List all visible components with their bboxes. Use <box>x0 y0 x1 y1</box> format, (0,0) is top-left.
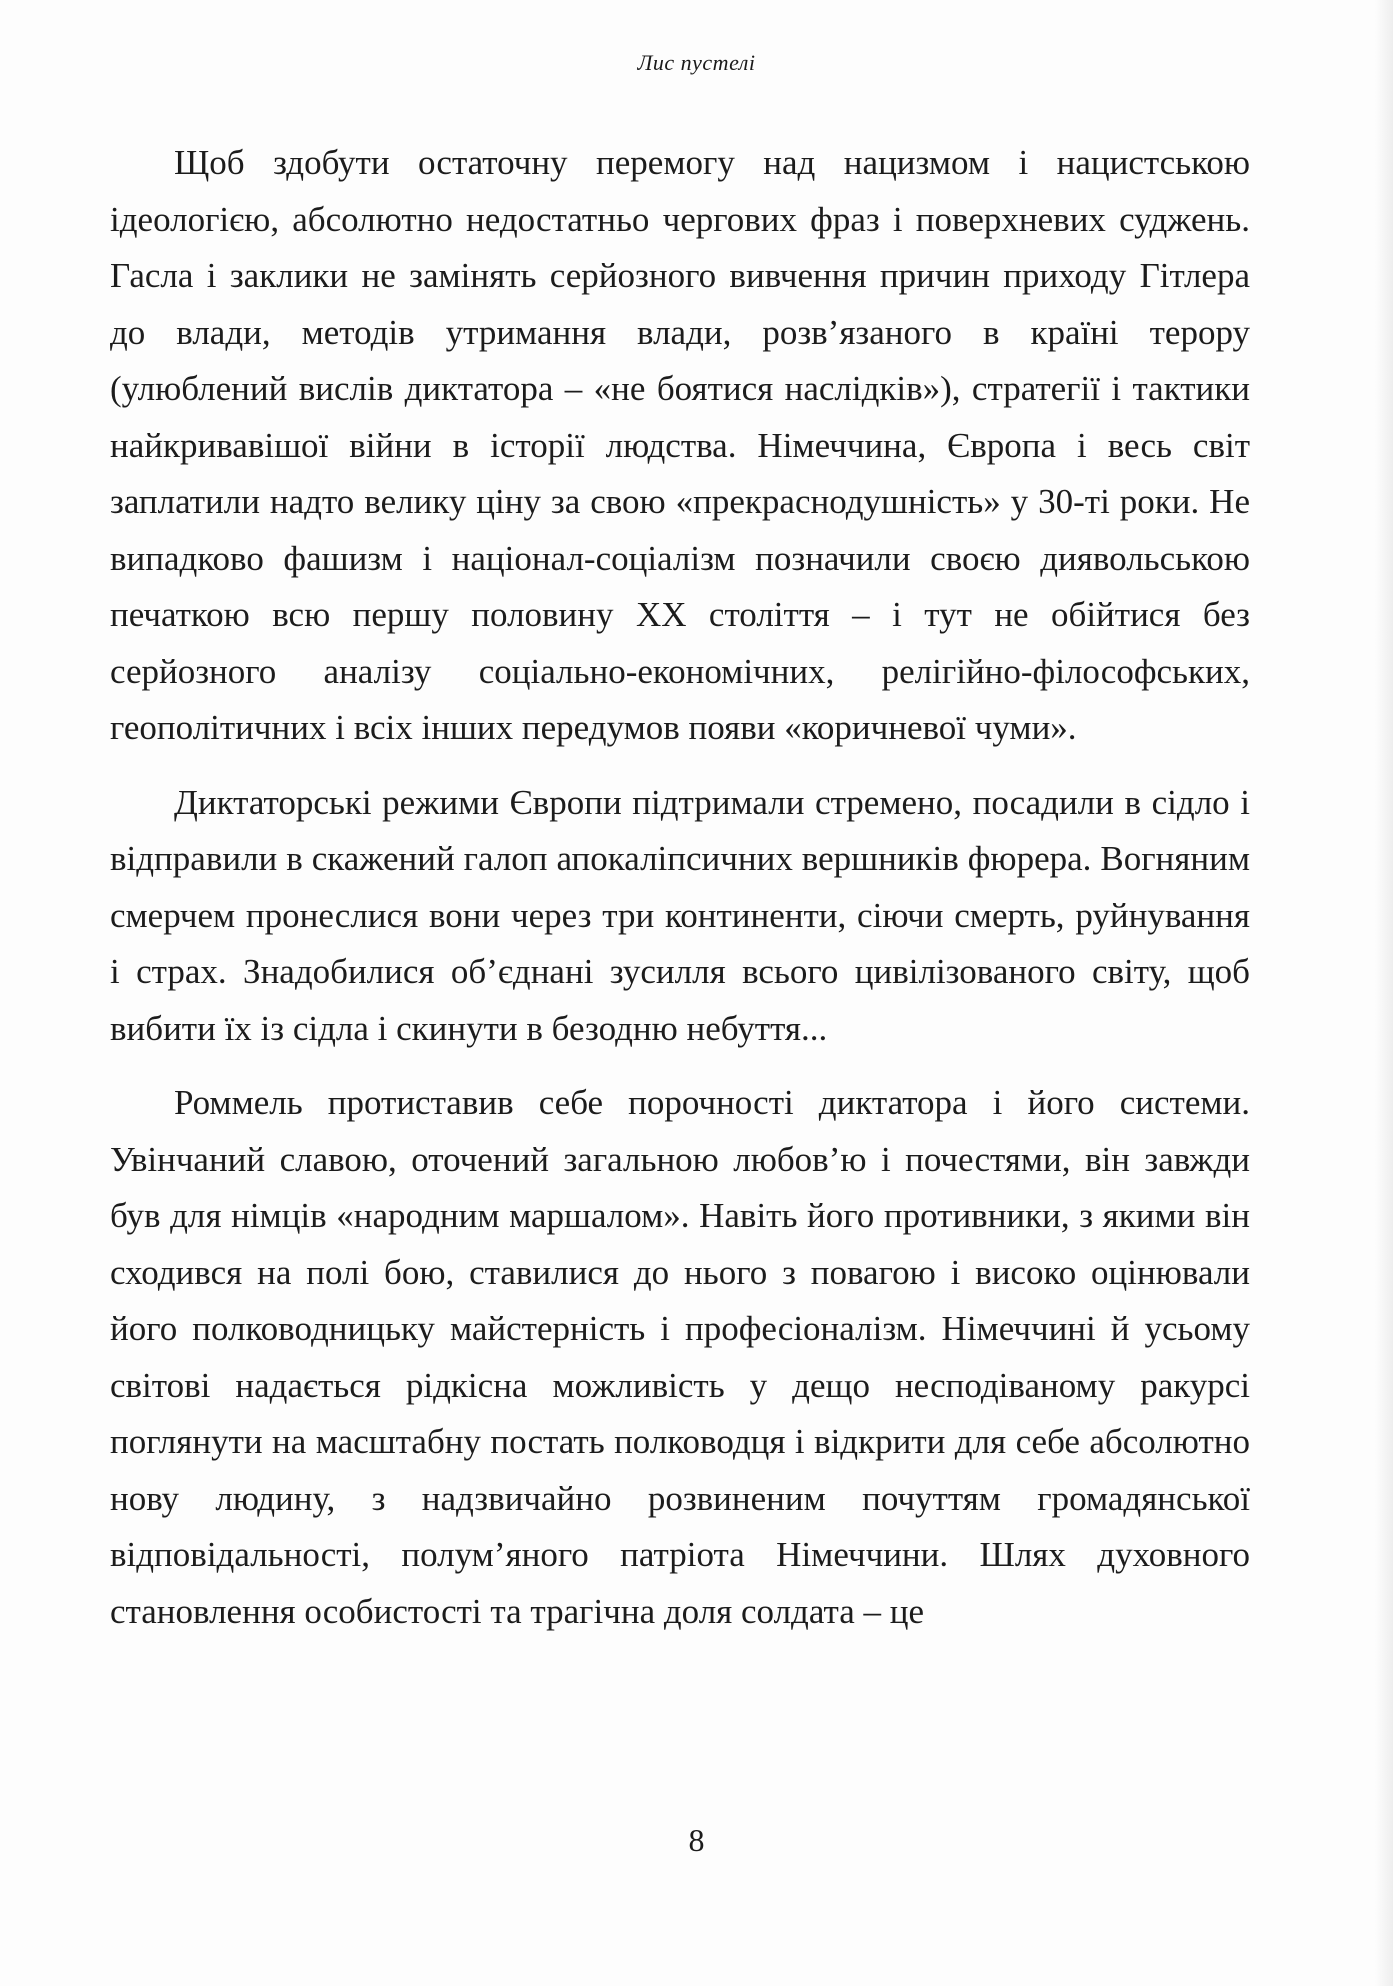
page-number: 8 <box>688 1822 705 1858</box>
body-text <box>110 135 1250 1640</box>
page-edge-shadow <box>1375 0 1393 1986</box>
paragraph-3: Роммель протиставив себе порочності диктатора і його системи. Увінчаний славою, оточений загальною любов’ю і почестями, він завжди був для німців «народним маршалом». Навіть його противники, з якими він сходився на полі бою, ставилися до нього з повагою і високо оцінювали його полководницьку майстерність і професіоналізм. Німеччині й усьому світові надається рідкісна можливість у дещо несподіваному ракурсі поглянути на масштабну постать полководця і відкрити для себе абсолютно нову людину, з надзвичайно розвиненим почуттям громадянської відповідальності, полум’яного патріота Німеччини. Шлях духовного становлення особистості та трагічна доля солдата – це <box>110 1083 1250 1631</box>
paragraph-2: Диктаторські режими Європи підтримали стремено, посадили в сідло і відправили в скажений галоп апокаліпсичних вершників фюрера. Вогняним смерчем пронеслися вони через три континенти, сіючи смерть, руйнування і страх. Знадобилися об’єднані зусилля всього цивілізованого світу, щоб вибити їх із сідла і скинути в безодню небуття... <box>110 782 1250 1048</box>
paragraph-1: Щоб здобути остаточну перемогу над нацизмом і нацистською ідеологією, абсолютно недостатньо чергових фраз і поверхневих суджень. Гасла і заклики не замінять серйозного вивчення причин приходу Гітлера до влади, методів утримання влади, розв’язаного в країні терору (улюблений вислів диктатора – «не боятися наслідків»), стратегії і тактики найкривавішої війни в історії людства. Німеччина, Європа і весь світ заплатили надто велику ціну за свою «прекраснодушність» у 30-ті роки. Не випадково фашизм і націонал-соціалізм позначили своєю диявольською печаткою всю першу половину XX століття – і тут не обійтися без серйозного аналізу соціально-економічних, релігійно-філософських, геополітичних і всіх інших передумов появи «коричневої чуми». <box>110 143 1250 747</box>
running-header: Лис пустелі <box>637 50 756 75</box>
